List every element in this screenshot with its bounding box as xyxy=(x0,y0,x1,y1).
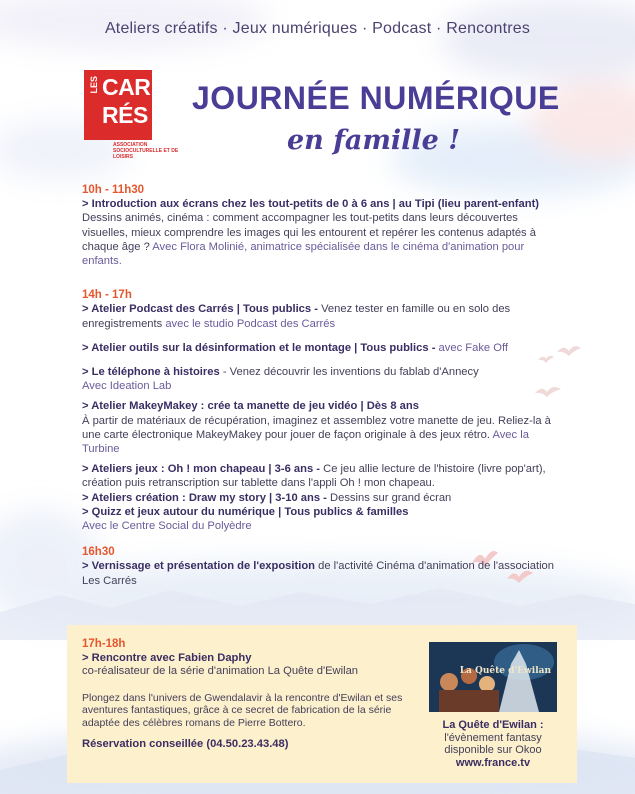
reservation-info: Réservation conseillée (04.50.23.43.48) xyxy=(82,738,289,750)
poster-caption xyxy=(423,719,563,769)
page-title: JOURNÉE NUMÉRIQUE xyxy=(192,80,560,116)
telephone-with: Avec Ideation Lab xyxy=(82,380,172,393)
vernissage-item: > Vernissage et présentation de l'exposition de l'activité Cinéma d'animation de l'association Les Carrés xyxy=(82,560,555,587)
outils-item: > Atelier outils sur la désinformation et le montage | Tous publics - avec Fake Off xyxy=(82,341,508,354)
page-subtitle: en famille ! xyxy=(287,125,461,156)
meeting-time: 17h-18h xyxy=(82,638,126,650)
meeting-text xyxy=(82,638,422,752)
logo-caption: ASSOCIATION SOCIOCULTURELLE ET DE LOISIRS xyxy=(113,142,179,160)
caption-body: l'évènement fantasy disponible sur Okoo xyxy=(444,731,542,756)
morning-heading: > Introduction aux écrans chez les tout-petits de 0 à 6 ans | au Tipi (lieu parent-enfant) xyxy=(82,198,540,211)
meeting-description: Plongez dans l'univers de Gwendalavir à la rencontre d'Ewilan et ses aventures fantastiques, grâce à ce secret de fabrication de la série adaptée des célèbres romans de Pierre Bottero. xyxy=(82,691,403,729)
logo-res: RÉS xyxy=(102,102,148,128)
caption-url: www.france.tv xyxy=(455,756,531,769)
meeting-highlight-box xyxy=(67,625,577,783)
meeting-heading: > Rencontre avec Fabien Daphy xyxy=(82,651,252,664)
top-activity-links: Ateliers créatifs · Jeux numériques · Podcast · Rencontres xyxy=(104,20,531,37)
quizz-with: Avec le Centre Social du Polyèdre xyxy=(82,520,252,533)
program-content xyxy=(82,183,562,588)
poster-illustration xyxy=(429,642,557,712)
jeux-item: > Ateliers jeux : Oh ! mon chapeau | 3-6 ans - Ce jeu allie lecture de l'histoire (livre pop'art), création puis retranscription sur tablette dans l'appli Oh ! mon chapeau. xyxy=(82,463,546,490)
meeting-subtitle: co-réalisateur de la série d'animation La Quête d'Ewilan xyxy=(82,665,359,677)
logo-car: CAR xyxy=(102,74,151,100)
makey-heading: > Atelier MakeyMakey : crée ta manette de jeu vidéo | Dès 8 ans xyxy=(82,400,419,413)
creation-item: > Ateliers création : Draw my story | 3-10 ans - Dessins sur grand écran xyxy=(82,491,452,504)
telephone-item: > Le téléphone à histoires - Venez découvrir les inventions du fablab d'Annecy xyxy=(82,366,479,379)
afternoon-time: 14h - 17h xyxy=(82,289,132,302)
caption-title: La Quête d'Ewilan : xyxy=(442,719,544,731)
podcast-item: > Atelier Podcast des Carrés | Tous publics - Venez tester en famille ou en solo des enregistrements avec le studio Podcast des Carrés xyxy=(82,303,511,330)
morning-time: 10h - 11h30 xyxy=(82,184,145,196)
morning-description: Dessins animés, cinéma : comment accompagner les tout-petits dans leurs découvertes visuelles, mieux comprendre les images qui les entourent et repérer les contenus adaptés à chaque âge ? Avec Flora Molinié, animatrice spécialisée dans le cinéma d'animation pour enfants. xyxy=(82,212,536,268)
poster-title: La Quête d'Ewilan xyxy=(459,666,551,676)
les-carres-logo xyxy=(84,70,152,140)
quizz-item: > Quizz et jeux autour du numérique | Tous publics & familles xyxy=(82,505,409,518)
logo-les: LES xyxy=(89,76,99,94)
evening-time: 16h30 xyxy=(82,546,115,559)
ewilan-poster-image xyxy=(429,642,557,712)
makey-description: À partir de matériaux de récupération, imaginez et assemblez votre manette de jeu. Reliez-la à une carte électronique MakeyMakey pour jouer de façon originale à des jeux rétro. Avec la Turbine xyxy=(82,414,551,456)
